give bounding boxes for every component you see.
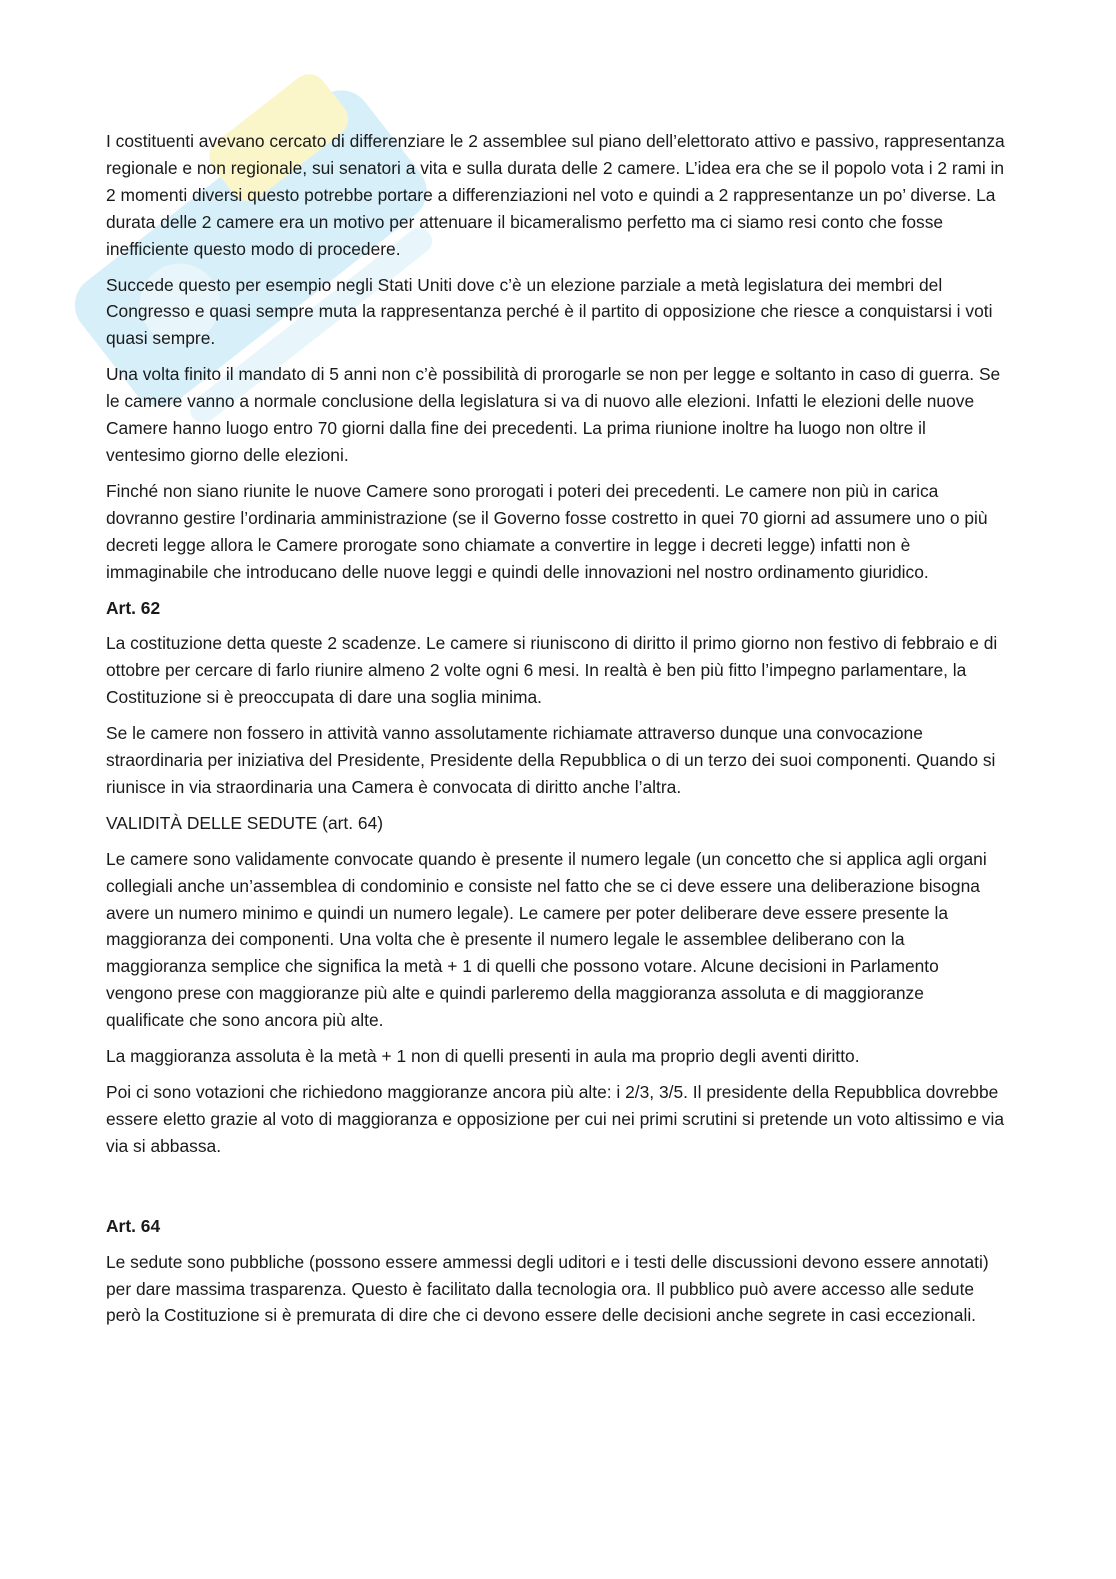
paragraph-7: Le camere sono validamente convocate quando è presente il numero legale (un concetto che si applica agli organi collegiali anche un’assemblea di condominio e consiste nel fatto che se ci deve essere una deliberazione bisogna avere un numero minimo e quindi un numero legale). Le camere per poter deliberare deve essere presente la maggioranza dei componenti. Una volta che è presente il numero legale le assemblee deliberano con la maggioranza semplice che significa la metà + 1 di quelli che possono votare. Alcune decisioni in Parlamento vengono prese con maggioranze più alte e quindi parleremo della maggioranza assoluta e di maggioranze qualificate che sono ancora più alte. bbox=[106, 848, 987, 1031]
paragraph-4: Finché non siano riunite le nuove Camere sono prorogati i poteri dei precedenti. Le camere non più in carica dovranno gestire l’ordinaria amministrazione (se il Governo fosse costretto in quei 70 giorni ad assumere uno o più decreti legge allora le Camere prorogate sono chiamate a convertire in legge i decreti legge) infatti non è immaginabile che introducano delle nuove leggi e quindi delle innovazioni nel nostro ordinamento giuridico. bbox=[106, 480, 988, 582]
section-title-validita: VALIDITÀ DELLE SEDUTE (art. 64) bbox=[106, 812, 384, 833]
paragraph-1: I costituenti avevano cercato di differenziare le 2 assemblee sul piano dell’elettorato attivo e passivo, rappresentanza regionale e non regionale, sui senatori a vita e sulla durata delle 2 camere. L’idea era che se il popolo vota i 2 rami in 2 momenti diversi questo potrebbe portare a differenziazioni nel voto e quindi a 2 rappresentanze un po’ diverse. La durata delle 2 camere era un motivo per attenuare il bicameralismo perfetto ma ci siamo resi conto che fosse inefficiente questo modo di procedere. bbox=[106, 131, 1005, 259]
paragraph-9: Poi ci sono votazioni che richiedono maggioranze ancora più alte: i 2/3, 3/5. Il presidente della Repubblica dovrebbe essere eletto grazie al voto di maggioranza e opposizione per cui nei primi scrutini si pretende un voto altissimo e via via si abbassa. bbox=[106, 1082, 1005, 1156]
paragraph-5: La costituzione detta queste 2 scadenze. Le camere si riuniscono di diritto il primo giorno non festivo di febbraio e di ottobre per cercare di farlo riunire almeno 2 volte ogni 6 mesi. In realtà è ben più fitto l’impegno parlamentare, la Costituzione si è preoccupata di dare una soglia minima. bbox=[106, 633, 998, 708]
paragraph-3: Una volta finito il mandato di 5 anni non c’è possibilità di prorogarle se non per legge e soltanto in caso di guerra. Se le camere vanno a normale conclusione della legislatura si va di nuovo alle elezioni. Infatti le elezioni delle nuove Camere hanno luogo entro 70 giorni dalla fine dei precedenti. La prima riunione inoltre ha luogo non oltre il ventesimo giorno delle elezioni. bbox=[106, 364, 1001, 465]
heading-art-64: Art. 64 bbox=[106, 1215, 161, 1236]
paragraph-2: Succede questo per esempio negli Stati Uniti dove c’è un elezione parziale a metà legislatura dei membri del Congresso e quasi sempre muta la rappresentanza perché è il partito di opposizione che riesce a conquistarsi i voti quasi sempre. bbox=[106, 274, 993, 349]
paragraph-8: La maggioranza assoluta è la metà + 1 non di quelli presenti in aula ma proprio degli aventi diritto. bbox=[106, 1046, 860, 1067]
paragraph-6: Se le camere non fossero in attività vanno assolutamente richiamate attraverso dunque una convocazione straordinaria per iniziativa del Presidente, Presidente della Repubblica o di un terzo dei suoi componenti. Quando si riunisce in via straordinaria una Camera è convocata di diritto anche l’altra. bbox=[106, 723, 996, 797]
heading-art-62: Art. 62 bbox=[106, 597, 161, 618]
document-body bbox=[106, 128, 1006, 1338]
blank-space bbox=[106, 1169, 1006, 1213]
paragraph-10: Le sedute sono pubbliche (possono essere ammessi degli uditori e i testi delle discussioni devono essere annotati) per dare massima trasparenza. Questo è facilitato dalla tecnologia ora. Il pubblico può avere accesso alle sedute però la Costituzione si è premurata di dire che ci devono essere delle decisioni anche segrete in casi eccezionali. bbox=[106, 1251, 989, 1326]
